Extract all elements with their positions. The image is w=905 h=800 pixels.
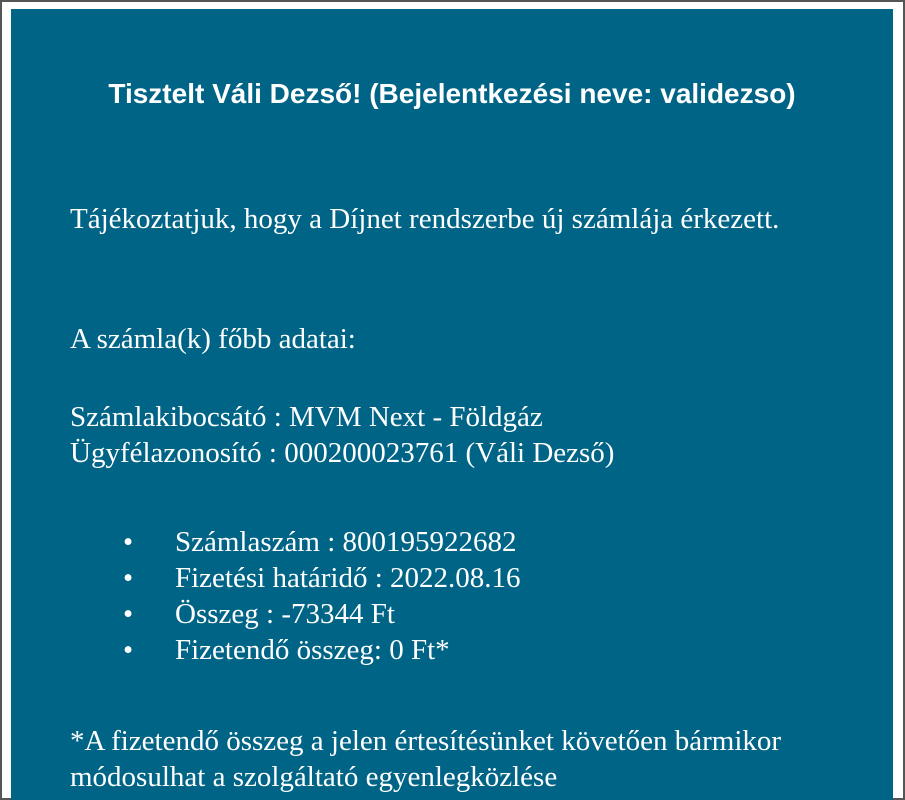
invoice-amount: Összeg : -73344 Ft [175,598,395,630]
list-item [70,524,521,560]
invoice-issuer: Számlakibocsátó : MVM Next - Földgáz [70,401,543,433]
new-invoice-notice: Tájékoztatjuk, hogy a Díjnet rendszerbe új számlája érkezett. [70,203,780,235]
customer-id: Ügyfélazonosító : 000200023761 (Váli Dezső) [70,437,615,469]
bullet-icon: • [123,634,134,666]
list-item [70,560,521,596]
invoice-details-list [70,524,521,668]
bullet-icon: • [123,562,134,594]
amount-due: Fizetendő összeg: 0 Ft* [175,634,450,666]
invoice-details-heading: A számla(k) főbb adatai: [70,323,356,355]
list-item [70,596,521,632]
greeting-heading: Tisztelt Váli Dezső! (Bejelentkezési neve: validezso) [108,78,796,109]
bullet-icon: • [123,526,134,558]
invoice-number: Számlaszám : 800195922682 [175,526,517,558]
amount-footnote: *A fizetendő összeg a jelen értesítésünket követően bármikor módosulhat a szolgáltató egyenlegközlése [70,725,782,793]
payment-deadline: Fizetési határidő : 2022.08.16 [175,562,521,594]
email-message-panel [11,9,893,800]
bullet-icon: • [123,598,134,630]
list-item [70,632,521,668]
